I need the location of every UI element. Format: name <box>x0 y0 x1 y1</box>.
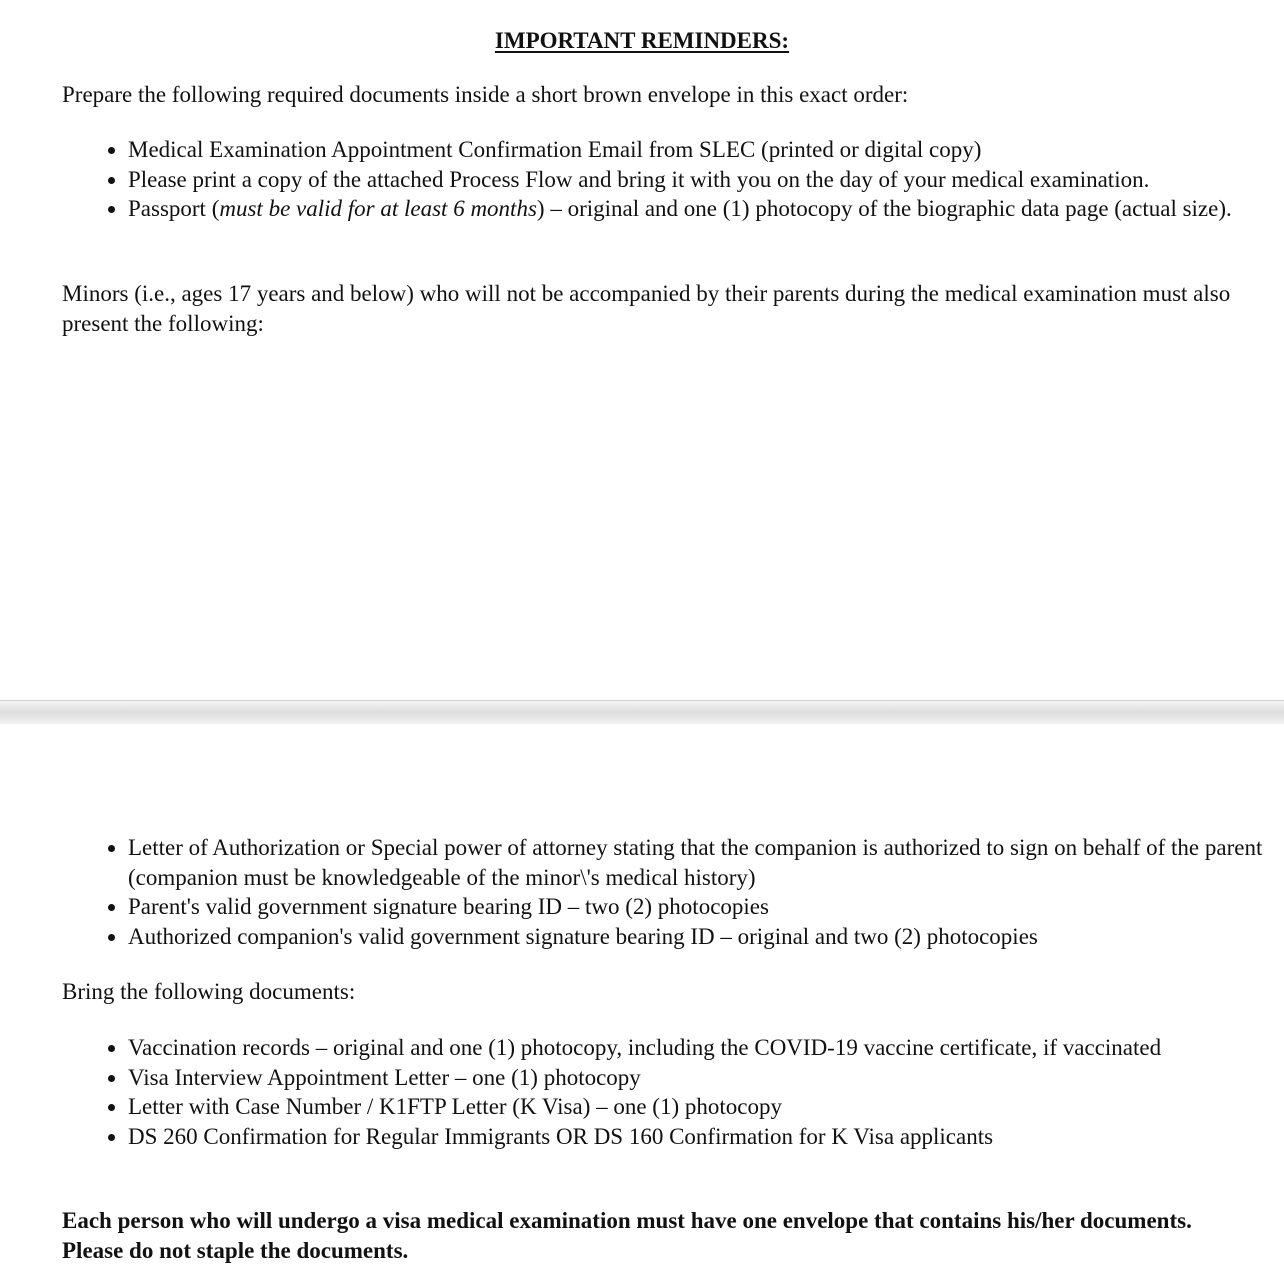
required-docs-list <box>104 135 1264 224</box>
list-item: Parent's valid government signature bearing ID – two (2) photocopies <box>104 892 1264 922</box>
closing-note: Each person who will undergo a visa medical examination must have one envelope that contains his/her documents. Please do not staple the documents. <box>62 1208 1192 1263</box>
bullet-icon <box>108 1075 115 1082</box>
bullet-icon <box>108 1045 115 1052</box>
bullet-icon <box>108 845 115 852</box>
bullet-icon <box>108 1134 115 1141</box>
list-item: Letter of Authorization or Special power of attorney stating that the companion is authorized to sign on behalf of the parent (companion must be knowledgeable of the minor\'s medical history) <box>104 833 1264 892</box>
bullet-icon <box>108 206 115 213</box>
intro-paragraph: Prepare the following required documents inside a short brown envelope in this exact order: <box>62 82 909 107</box>
list-item: Authorized companion's valid government signature bearing ID – original and two (2) photocopies <box>104 922 1264 952</box>
bring-docs-list <box>104 1033 1264 1151</box>
passport-validity-note: must be valid for at least 6 months <box>219 196 537 221</box>
list-item: Please print a copy of the attached Process Flow and bring it with you on the day of your medical examination. <box>104 165 1264 195</box>
list-item: Visa Interview Appointment Letter – one (1) photocopy <box>104 1063 1264 1093</box>
bullet-icon <box>108 177 115 184</box>
list-item: Letter with Case Number / K1FTP Letter (K Visa) – one (1) photocopy <box>104 1092 1264 1122</box>
bullet-icon <box>108 934 115 941</box>
bring-intro-paragraph: Bring the following documents: <box>62 979 356 1004</box>
minors-intro-paragraph: Minors (i.e., ages 17 years and below) who will not be accompanied by their parents during the medical examination must also present the following: <box>62 281 1231 336</box>
list-item: Medical Examination Appointment Confirmation Email from SLEC (printed or digital copy) <box>104 135 1264 165</box>
list-item: Passport (must be valid for at least 6 months) – original and one (1) photocopy of the biographic data page (actual size). <box>104 194 1264 224</box>
minors-docs-list <box>104 833 1264 951</box>
page-heading: IMPORTANT REMINDERS: <box>494 28 790 53</box>
list-item: DS 260 Confirmation for Regular Immigrants OR DS 160 Confirmation for K Visa applicants <box>104 1122 1264 1152</box>
page-separator <box>0 700 1284 726</box>
bullet-icon <box>108 1104 115 1111</box>
bullet-icon <box>108 904 115 911</box>
list-item: Vaccination records – original and one (1) photocopy, including the COVID-19 vaccine certificate, if vaccinated <box>104 1033 1264 1063</box>
document-page-2 <box>0 724 1284 1282</box>
bullet-icon <box>108 147 115 154</box>
